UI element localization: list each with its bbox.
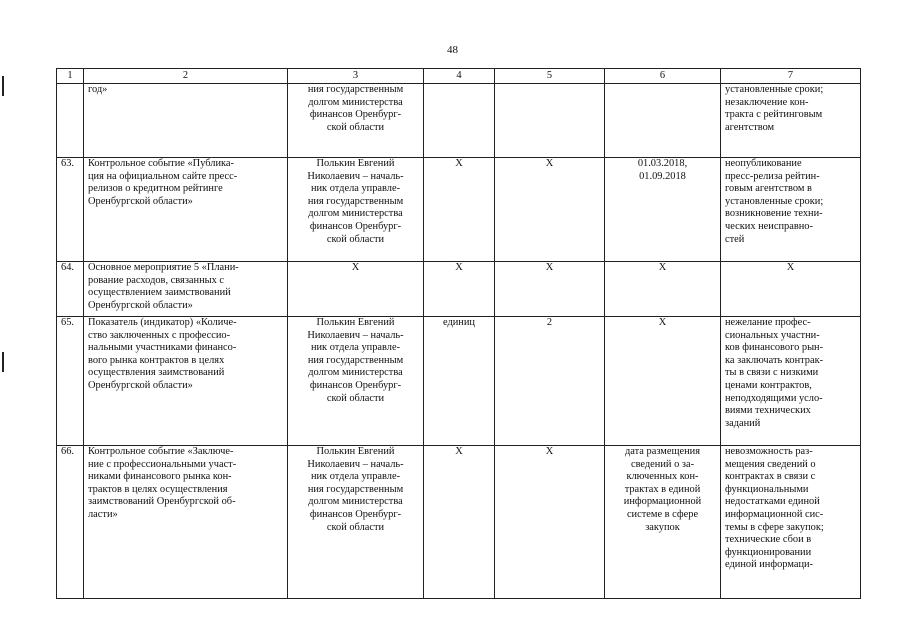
deadline: Х <box>605 262 721 317</box>
header-col-4: 4 <box>424 69 495 84</box>
deadline: Х <box>605 317 721 446</box>
header-col-6: 6 <box>605 69 721 84</box>
header-col-2: 2 <box>84 69 288 84</box>
row-number: 64. <box>57 262 84 317</box>
risks: неопубликование пресс-релиза рейтин- говым агентством в установленные сроки; возникновение техни- ческих неисправно- стей <box>721 158 861 262</box>
margin-mark-bottom <box>2 352 4 372</box>
value: Х <box>495 158 605 262</box>
responsible: Полькин Евгений Николаевич – началь- ник отдела управле- ния государственным долгом министерства финансов Оренбург- ской области <box>288 158 424 262</box>
unit: единиц <box>424 317 495 446</box>
table-row <box>57 317 861 446</box>
measure-name: Показатель (индикатор) «Количе- ство заключенных с профессио- нальными участниками финансо- вого рынка контрактов в целях осуществления заимствований Оренбургской области» <box>84 317 288 446</box>
row-number: 66. <box>57 446 84 599</box>
deadline: дата размещения сведений о за- ключенных кон- трактах в единой информационной системе в сфере закупок <box>605 446 721 599</box>
risks: установленные сроки; незаключение кон- тракта с рейтинговым агентством <box>721 84 861 158</box>
measure-name: Контрольное событие «Публика- ция на официальном сайте пресс- релизов о кредитном рейтинге Оренбургской области» <box>84 158 288 262</box>
deadline <box>605 84 721 158</box>
row-number <box>57 84 84 158</box>
table-row <box>57 158 861 262</box>
page-number: 48 <box>447 44 458 56</box>
header-col-7: 7 <box>721 69 861 84</box>
responsible: Полькин Евгений Николаевич – началь- ник отдела управле- ния государственным долгом министерства финансов Оренбург- ской области <box>288 317 424 446</box>
table-row <box>57 446 861 599</box>
unit: Х <box>424 158 495 262</box>
responsible: Полькин Евгений Николаевич – началь- ник отдела управле- ния государственным долгом министерства финансов Оренбург- ской области <box>288 446 424 599</box>
header-col-5: 5 <box>495 69 605 84</box>
header-row <box>57 69 861 84</box>
risks: невозможность раз- мещения сведений о контрактах в связи с функциональными недостатками единой информационной сис- темы в сфере закупок; технические сбои в функционировании единой информаци- <box>721 446 861 599</box>
responsible: Х <box>288 262 424 317</box>
risks: Х <box>721 262 861 317</box>
table-row <box>57 262 861 317</box>
header-col-1: 1 <box>57 69 84 84</box>
header-col-3: 3 <box>288 69 424 84</box>
row-number: 65. <box>57 317 84 446</box>
value: 2 <box>495 317 605 446</box>
deadline: 01.03.2018, 01.09.2018 <box>605 158 721 262</box>
unit: Х <box>424 262 495 317</box>
measure-name: Контрольное событие «Заключе- ние с профессиональными участ- никами финансового рынка кон- трактов в целях осуществления заимствований Оренбургской об- ласти» <box>84 446 288 599</box>
value <box>495 84 605 158</box>
plan-table <box>56 68 861 599</box>
unit: Х <box>424 446 495 599</box>
margin-mark-top <box>2 76 4 96</box>
table-row-continuation <box>57 84 861 158</box>
value: Х <box>495 446 605 599</box>
risks: нежелание профес- сиональных участни- ков финансового рын- ка заключать контрак- ты в связи с низкими ценами контрактов, неподходящими усло- виями технических заданий <box>721 317 861 446</box>
measure-name: год» <box>84 84 288 158</box>
responsible: ния государственным долгом министерства финансов Оренбург- ской области <box>288 84 424 158</box>
row-number: 63. <box>57 158 84 262</box>
value: Х <box>495 262 605 317</box>
measure-name: Основное мероприятие 5 «Плани- рование расходов, связанных с осуществлением заимствований Оренбургской области» <box>84 262 288 317</box>
unit <box>424 84 495 158</box>
